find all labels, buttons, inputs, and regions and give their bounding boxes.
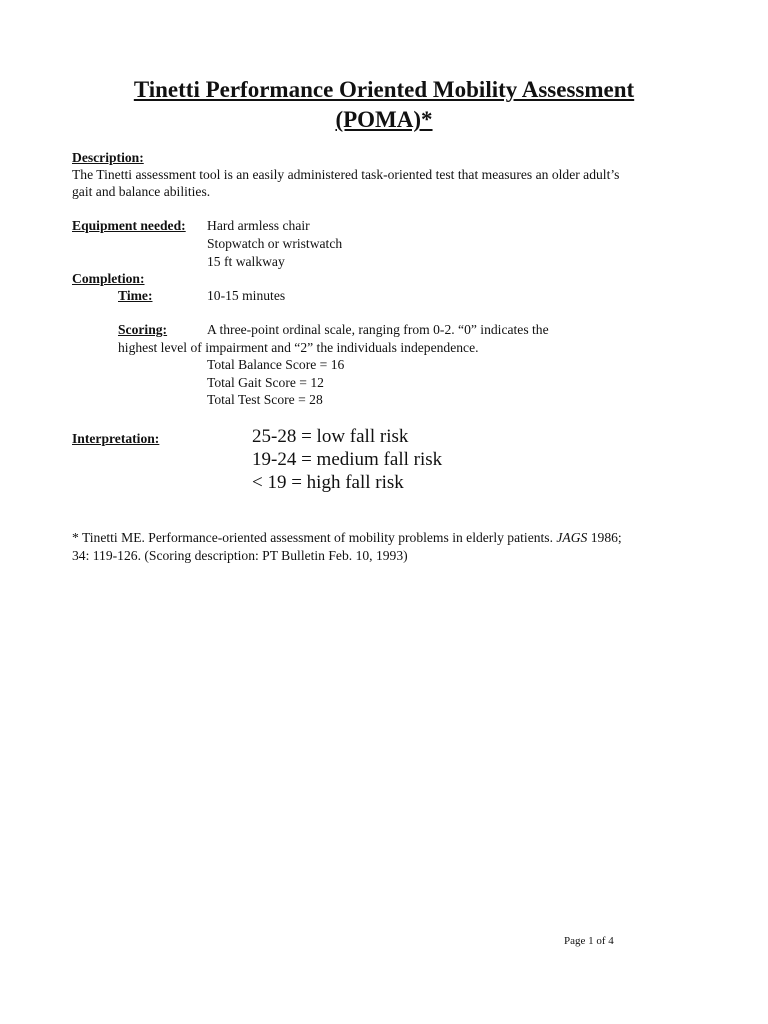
time-value: 10-15 minutes (207, 288, 286, 303)
equipment-item-walkway: 15 ft walkway (207, 254, 285, 269)
footnote-citation-start: * Tinetti ME. Performance-oriented assessment of mobility problems in elderly patients. (72, 530, 557, 545)
description-text-line-1: The Tinetti assessment tool is an easily administered task-oriented test that measures an older adult’s (72, 167, 620, 182)
equipment-item-stopwatch: Stopwatch or wristwatch (207, 236, 343, 251)
scoring-text-line-2: highest level of impairment and “2” the individuals independence. (118, 340, 479, 355)
completion-label: Completion: (72, 271, 145, 286)
scoring-text-line-1: A three-point ordinal scale, ranging from 0-2. “0” indicates the (207, 322, 549, 337)
page-number: Page 1 of 4 (564, 935, 614, 947)
footnote-journal: JAGS (556, 530, 588, 545)
interpretation-label: Interpretation: (72, 431, 160, 446)
total-test-score: Total Test Score = 28 (207, 392, 323, 407)
footnote-line-1 (72, 529, 622, 546)
total-gait-score: Total Gait Score = 12 (207, 375, 324, 390)
total-balance-score: Total Balance Score = 16 (207, 357, 345, 372)
scoring-label: Scoring: (118, 322, 168, 337)
interpretation-medium-risk: 19-24 = medium fall risk (252, 449, 443, 470)
interpretation-low-risk: 25-28 = low fall risk (252, 426, 409, 447)
document-title-line-1: Tinetti Performance Oriented Mobility Assessment (133, 77, 635, 102)
footnote-citation-year: 1986; (587, 530, 622, 545)
footnote-line-2: 34: 119-126. (Scoring description: PT Bulletin Feb. 10, 1993) (72, 548, 408, 563)
description-text-line-2: gait and balance abilities. (72, 184, 211, 199)
interpretation-high-risk: < 19 = high fall risk (252, 472, 404, 493)
description-label: Description: (72, 150, 144, 165)
time-label: Time: (118, 288, 153, 303)
equipment-label: Equipment needed: (72, 218, 186, 233)
equipment-item-chair: Hard armless chair (207, 218, 310, 233)
document-title-line-2: (POMA)* (335, 107, 433, 132)
